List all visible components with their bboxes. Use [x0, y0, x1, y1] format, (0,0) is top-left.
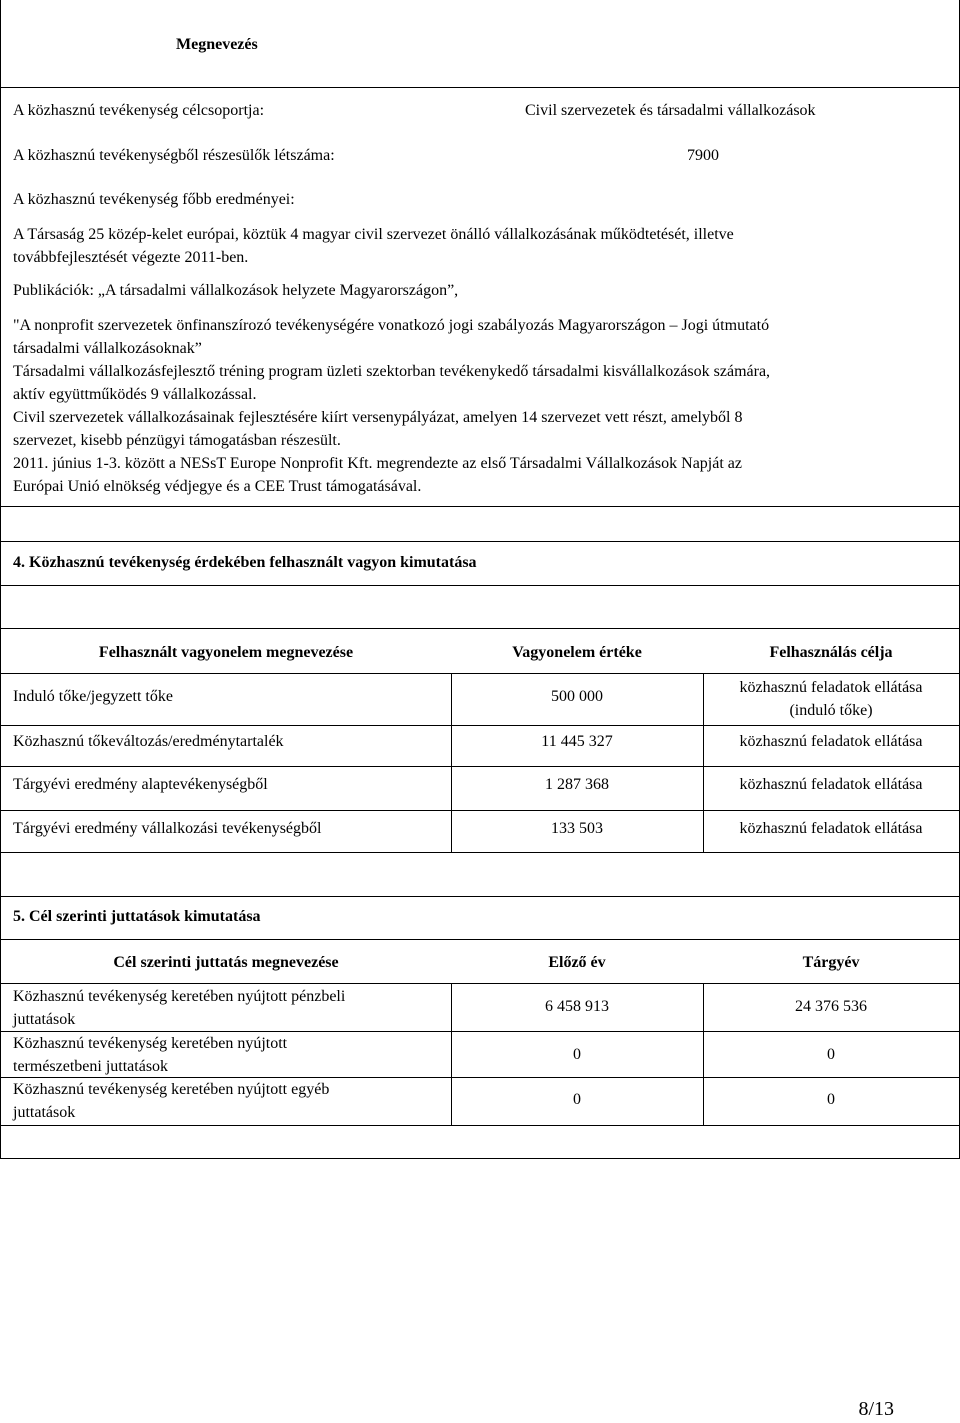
event-line-2: Európai Unió elnökség védjegye és a CEE Trust támogatásával.: [13, 478, 422, 495]
divider: [1, 585, 959, 586]
section4-row-4-purpose: közhasznú feladatok ellátása: [739, 820, 923, 837]
competition-line-1: Civil szervezetek vállalkozásainak fejlesztésére kiírt versenypályázat, amelyen 14 szervezet vett részt, amelyből 8: [13, 409, 743, 426]
section5-row-1-prev: 6 458 913: [545, 998, 609, 1015]
column-divider: [703, 673, 704, 852]
divider: [1, 725, 959, 726]
section4-header-purpose: Felhasználás célja: [769, 644, 893, 661]
section4-title: 4. Közhasznú tevékenység érdekében felhasznált vagyon kimutatása: [13, 554, 477, 571]
column-divider: [451, 983, 452, 1125]
section4-row-2-purpose: közhasznú feladatok ellátása: [739, 733, 923, 750]
section4-row-4-name: Tárgyévi eredmény vállalkozási tevékenységből: [13, 820, 322, 837]
divider: [1, 1125, 959, 1126]
section4-row-1-name: Induló tőke/jegyzett tőke: [13, 688, 173, 705]
publications: Publikációk: „A társadalmi vállalkozások helyzete Magyarországon”,: [13, 282, 459, 299]
divider: [1, 766, 959, 767]
divider: [1, 541, 959, 542]
section5-row-2-name-2: természetbeni juttatások: [13, 1058, 169, 1075]
divider: [1, 896, 959, 897]
section5-header-prev: Előző év: [548, 954, 606, 971]
section4-row-3-name: Tárgyévi eredmény alaptevékenységből: [13, 776, 268, 793]
divider: [1, 939, 959, 940]
section5-header-name: Cél szerinti juttatás megnevezése: [113, 954, 339, 971]
section5-row-3-curr: 0: [827, 1091, 835, 1108]
section4-row-2-value: 11 445 327: [541, 733, 613, 750]
training-line-2: aktív együttműködés 9 vállalkozással.: [13, 386, 257, 403]
nonprofit-line-1: "A nonprofit szervezetek önfinanszírozó tevékenységére vonatkozó jogi szabályozás Magyarországon – Jogi útmutató: [13, 317, 770, 334]
event-line-1: 2011. június 1-3. között a NESsT Europe Nonprofit Kft. megrendezte az első Társadalmi Vállalkozások Napját az: [13, 455, 742, 472]
divider: [1, 983, 959, 984]
section4-row-3-value: 1 287 368: [545, 776, 609, 793]
section5-row-3-prev: 0: [573, 1091, 581, 1108]
section5-row-1-name-2: juttatások: [13, 1011, 76, 1028]
page-number: 8/13: [858, 1398, 894, 1420]
column-divider: [451, 673, 452, 852]
section5-row-1-curr: 24 376 536: [795, 998, 867, 1015]
section5-row-3-name-1: Közhasznú tevékenység keretében nyújtott egyéb: [13, 1081, 330, 1098]
divider: [1, 628, 959, 629]
section5-header-curr: Tárgyév: [802, 954, 860, 971]
section4-row-1-value: 500 000: [551, 688, 603, 705]
divider: [1, 810, 959, 811]
section4-header-name: Felhasznált vagyonelem megnevezése: [98, 644, 354, 661]
results-label: A közhasznú tevékenység főbb eredményei:: [13, 191, 295, 208]
section5-row-2-curr: 0: [827, 1046, 835, 1063]
target-group-label: A közhasznú tevékenység célcsoportja:: [13, 102, 265, 119]
results-line-2: továbbfejlesztését végezte 2011-ben.: [13, 249, 249, 266]
beneficiaries-label: A közhasznú tevékenységből részesülők létszáma:: [13, 147, 335, 164]
divider: [1, 852, 959, 853]
section5-title: 5. Cél szerinti juttatások kimutatása: [13, 908, 261, 925]
results-line-1: A Társaság 25 közép-kelet európai, köztük 4 magyar civil szervezet önálló vállalkozásának működtetését, illetve: [13, 226, 734, 243]
section4-row-1-purpose-1: közhasznú feladatok ellátása: [739, 679, 923, 696]
competition-line-2: szervezet, kisebb pénzügyi támogatásban részesült.: [13, 432, 341, 449]
section5-row-1-name-1: Közhasznú tevékenység keretében nyújtott pénzbeli: [13, 988, 346, 1005]
section5-row-2-name-1: Közhasznú tevékenység keretében nyújtott: [13, 1035, 288, 1052]
section4-row-1-purpose-2: (induló tőke): [789, 702, 873, 719]
section4-row-4-value: 133 503: [551, 820, 603, 837]
column-divider: [703, 983, 704, 1125]
header-title: Megnevezés: [176, 36, 258, 53]
section4-row-2-name: Közhasznú tőkeváltozás/eredménytartalék: [13, 733, 284, 750]
beneficiaries-value: 7900: [687, 147, 719, 164]
nonprofit-line-2: társadalmi vállalkozásoknak”: [13, 340, 202, 357]
section4-header-value: Vagyonelem értéke: [512, 644, 642, 661]
divider: [1, 673, 959, 674]
section5-row-2-prev: 0: [573, 1046, 581, 1063]
target-group-value: Civil szervezetek és társadalmi vállalkozások: [525, 102, 816, 119]
section5-row-3-name-2: juttatások: [13, 1104, 76, 1121]
divider: [1, 506, 959, 507]
divider: [1, 87, 959, 88]
training-line-1: Társadalmi vállalkozásfejlesztő tréning program üzleti szektorban tevékenykedő társadalmi kisvállalkozások számára,: [13, 363, 771, 380]
section4-row-3-purpose: közhasznú feladatok ellátása: [739, 776, 923, 793]
